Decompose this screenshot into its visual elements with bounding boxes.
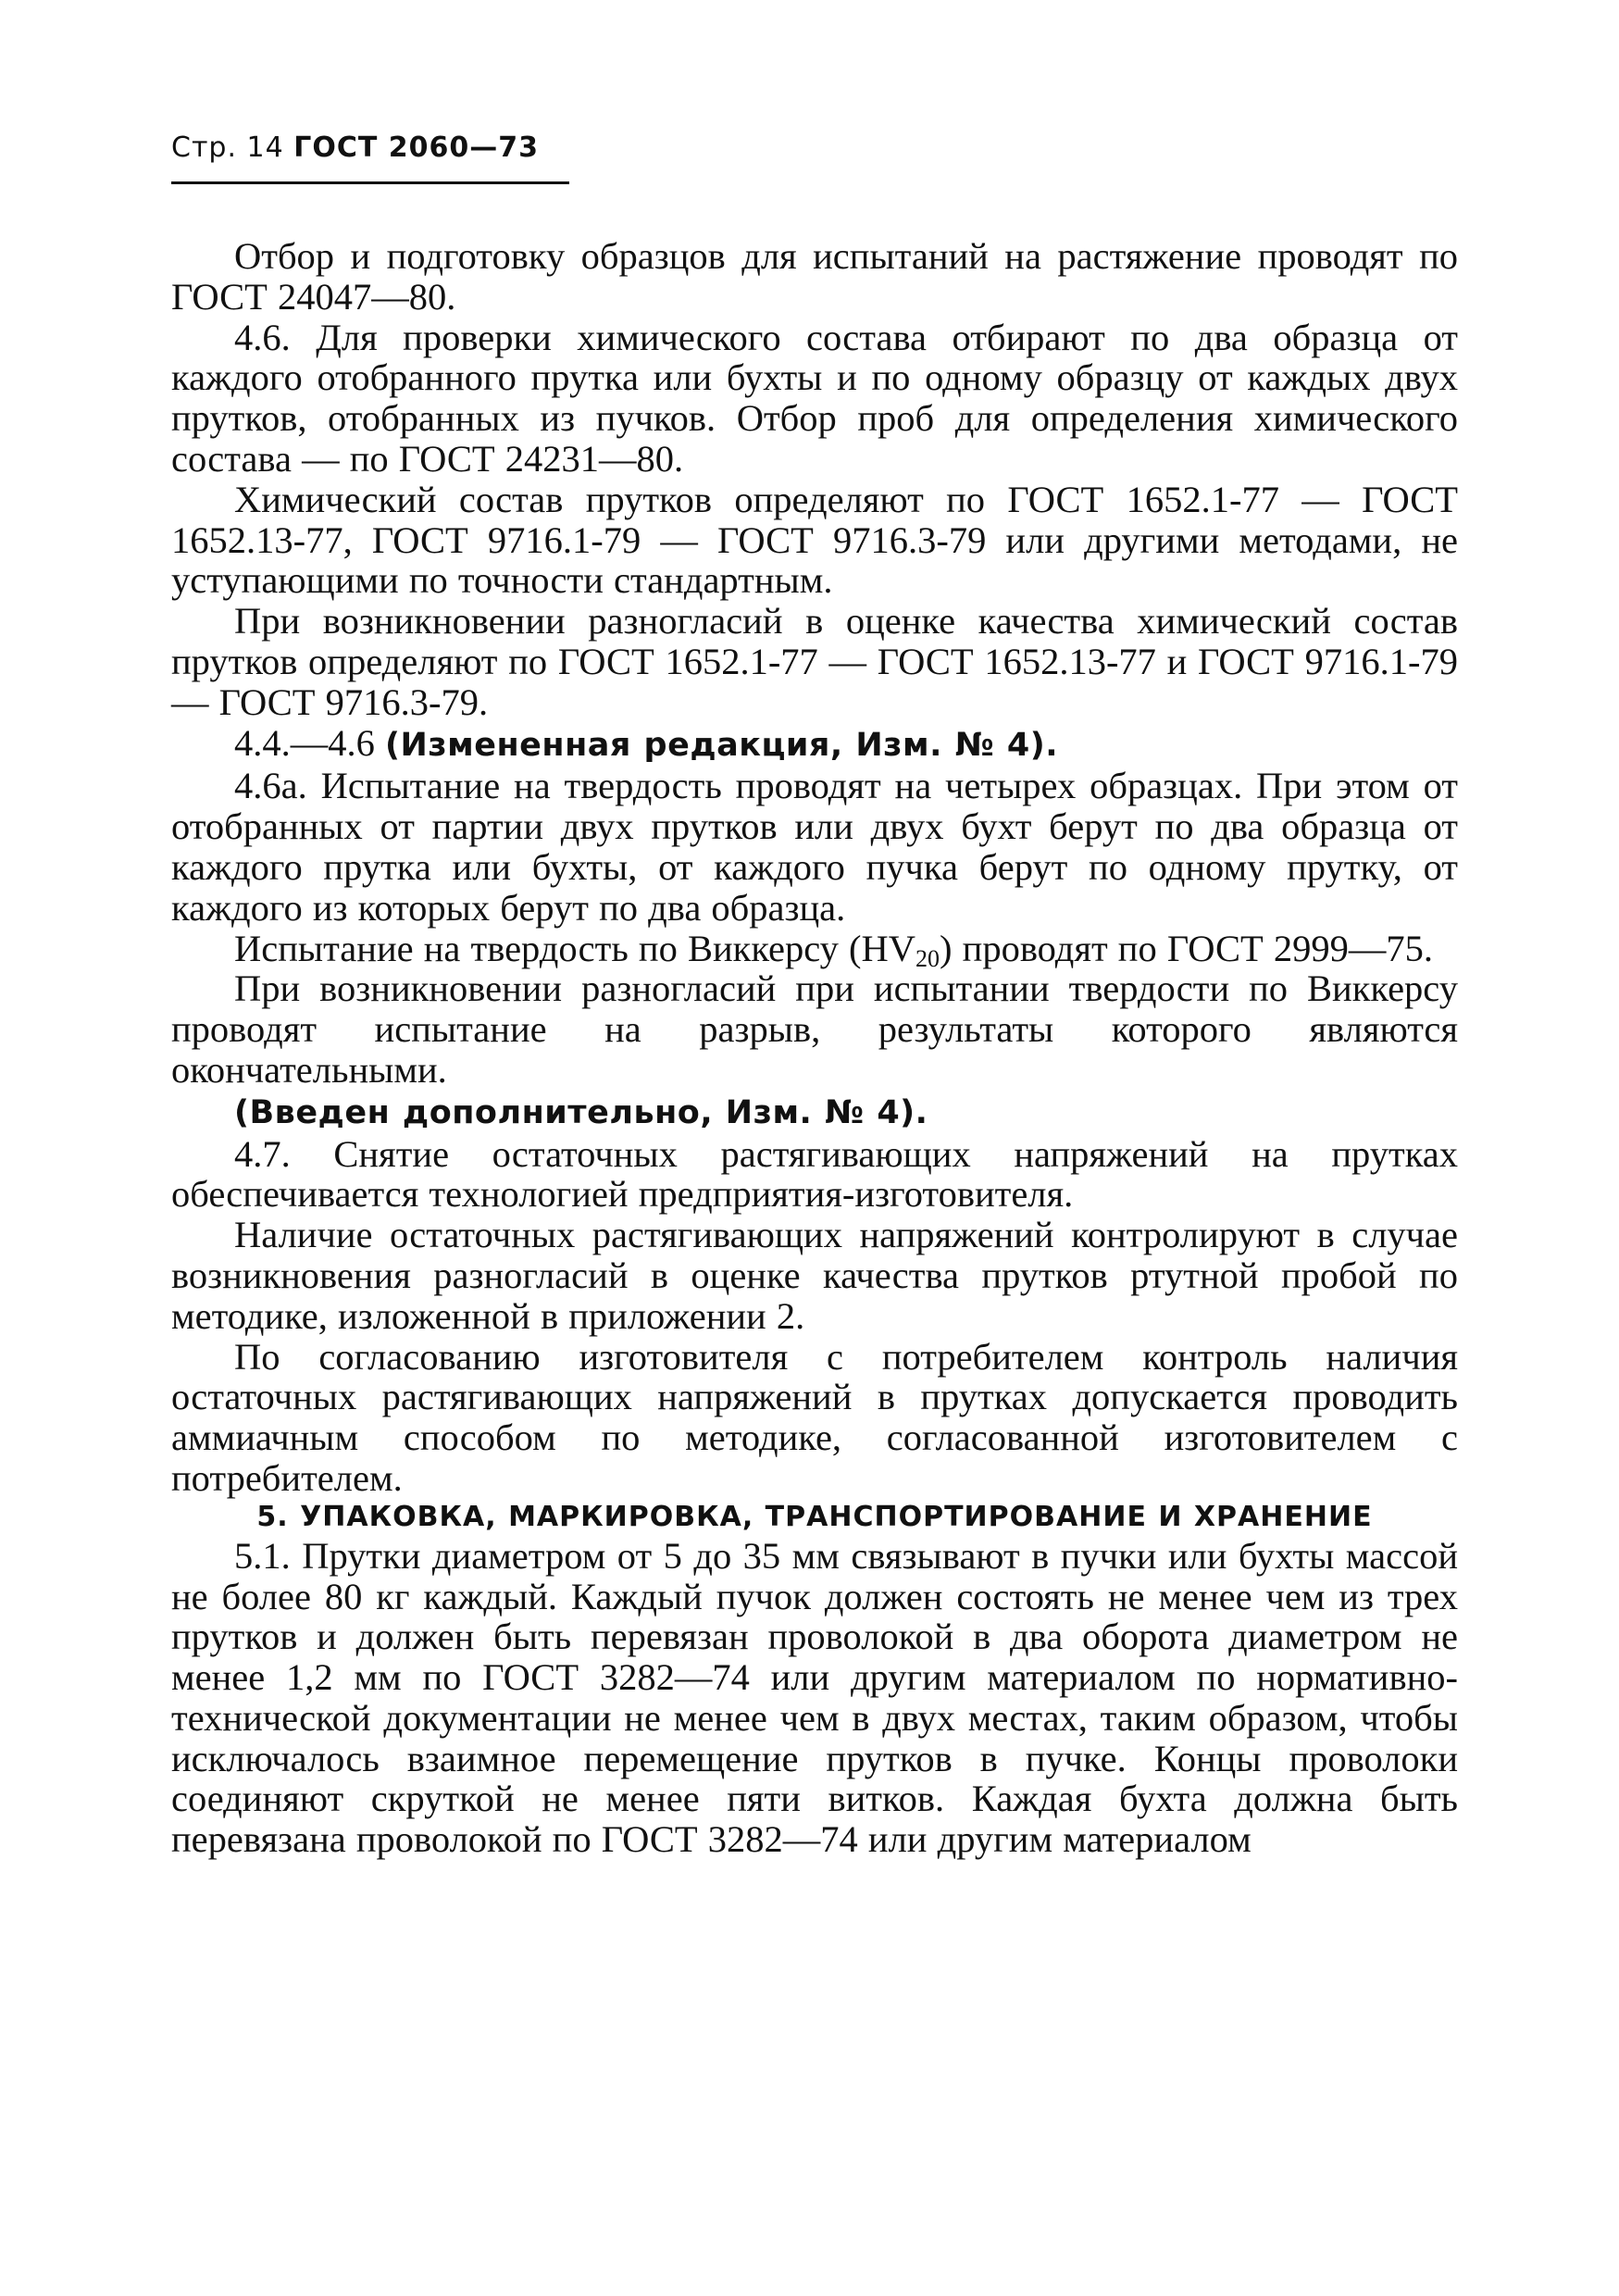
- header-underline: [171, 181, 569, 184]
- document-body: [171, 236, 1458, 1860]
- paragraph-tensile-sampling: Отбор и подготовку образцов для испытаний на растяжение проводят по ГОСТ 24047—80.: [171, 235, 1458, 318]
- page-number-label: Стр. 14: [171, 131, 284, 164]
- vickers-text-after: ) проводят по ГОСТ 2999—75.: [940, 927, 1434, 969]
- paragraph-vickers-hardness: [171, 927, 1458, 972]
- paragraph-amendment-introduced: [171, 1091, 1458, 1134]
- paragraph-ammonia-method: По согласованию изготовителя с потребителем контроль наличия остаточных растягивающих напряжений в прутках допускается проводить аммиачным способом по методике, согласованной изготовителем с потребителем.: [171, 1335, 1458, 1499]
- paragraph-amendment-4-4-4-6: [171, 723, 1458, 767]
- amendment-note: (Измененная редакция, Изм. № 4).: [385, 726, 1059, 764]
- paragraph-4-6: 4.6. Для проверки химического состава отбирают по два образца от каждого отобранного прутка или бухты и по одному образцу от каждых двух прутков, отобранных из пучков. Отбор проб для определения химического состава — по ГОСТ 24231—80.: [171, 316, 1458, 480]
- paragraph-4-6a: 4.6а. Испытание на твердость проводят на четырех образцах. При этом от отобранных от партии двух прутков или двух бухт берут по два образца от каждого прутка или бухты, от каждого пучка берут по одному прутку, от каждого из которых берут по два образца.: [171, 765, 1458, 929]
- section-5-heading: 5. УПАКОВКА, МАРКИРОВКА, ТРАНСПОРТИРОВАНИЕ И ХРАНЕНИЕ: [256, 1500, 1373, 1533]
- vickers-text-before: Испытание на твердость по Виккерсу (HV: [234, 927, 916, 969]
- paragraph-vickers-disagreement: При возникновении разногласий при испытании твердости по Виккерсу проводят испытание на разрыв, результаты которого являются окончательными.: [171, 967, 1458, 1091]
- paragraph-5-1: 5.1. Прутки диаметром от 5 до 35 мм связывают в пучки или бухты массой не более 80 кг каждый. Каждый пучок должен состоять не менее чем из трех прутков и должен быть перевязан проволокой в два оборота диаметром не менее 1,2 мм по ГОСТ 3282—74 или другим материалом по нормативно-технической документации не менее чем в двух местах, таким образом, чтобы исключалось взаимное перемещение прутков в пучке. Концы проволоки соединяют скруткой не менее пяти витков. Каждая бухта должна быть перевязана проволокой по ГОСТ 3282—74 или другим материалом: [171, 1534, 1458, 1861]
- page-header: [171, 130, 569, 167]
- amendment-clause-range: 4.4.—4.6: [234, 721, 385, 764]
- paragraph-chemical-disagreement: При возникновении разногласий в оценке качества химический состав прутков определяют по ГОСТ 1652.1-77 — ГОСТ 1652.13-77 и ГОСТ 9716.1-79 — ГОСТ 9716.3-79.: [171, 600, 1458, 723]
- paragraph-chemical-composition: Химический состав прутков определяют по ГОСТ 1652.1-77 — ГОСТ 1652.13-77, ГОСТ 9716.1-79 — ГОСТ 9716.3-79 или другими методами, не уступающими по точности стандартным.: [171, 478, 1458, 602]
- document-number: ГОСТ 2060—73: [293, 131, 540, 164]
- paragraph-residual-stress-control: Наличие остаточных растягивающих напряжений контролируют в случае возникновения разногласий в оценке качества прутков ртутной пробой по методике, изложенной в приложении 2.: [171, 1214, 1458, 1337]
- amendment-introduced-note: (Введен дополнительно, Изм. № 4).: [234, 1093, 928, 1131]
- vickers-subscript: 20: [915, 944, 940, 972]
- paragraph-4-7: 4.7. Снятие остаточных растягивающих напряжений на прутках обеспечивается технологией предприятия-изготовителя.: [171, 1132, 1458, 1216]
